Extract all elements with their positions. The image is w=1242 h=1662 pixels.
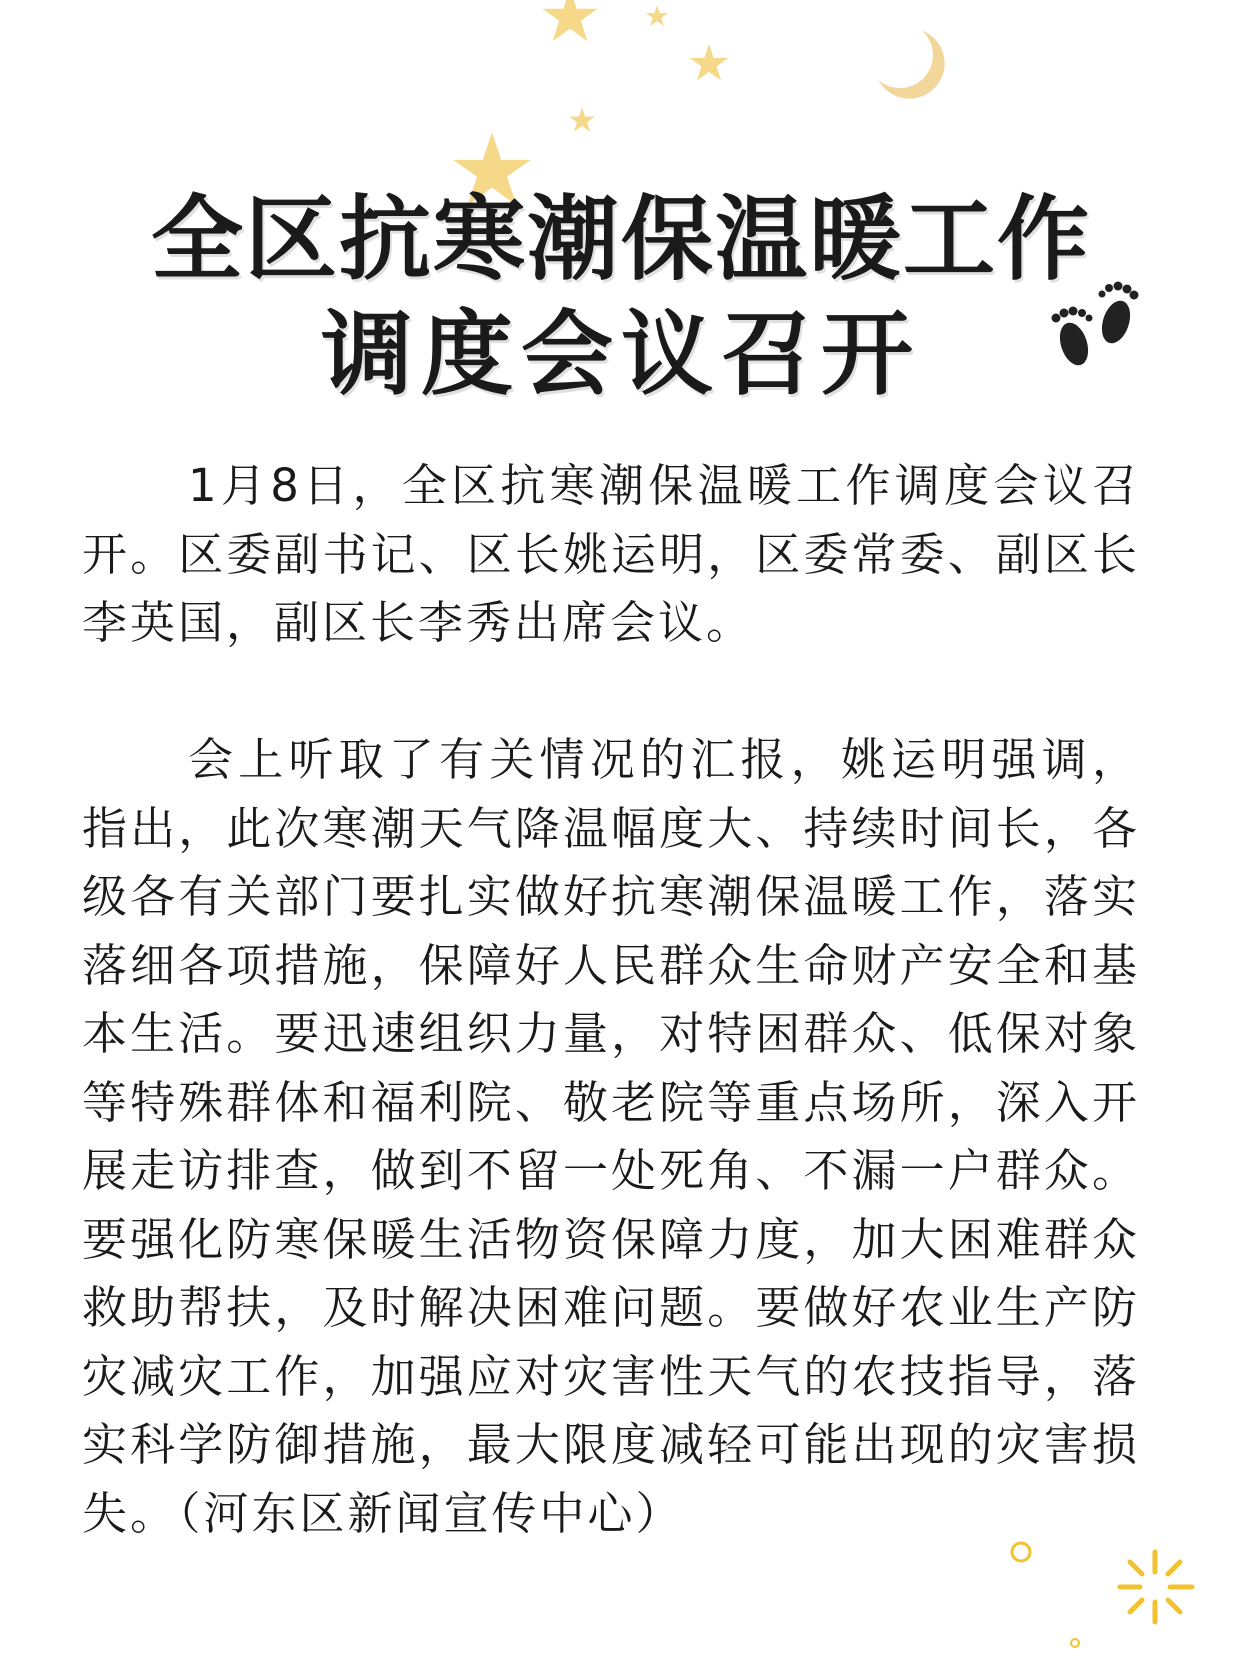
page-title-line-2: 调度会议召开 xyxy=(320,301,921,408)
star-icon xyxy=(645,4,669,28)
page-title-line-1: 全区抗寒潮保温暖工作 xyxy=(150,186,1091,293)
star-icon xyxy=(535,0,605,46)
sparkle-icon xyxy=(1080,1512,1230,1662)
dot-icon xyxy=(1006,1537,1036,1567)
star-icon xyxy=(568,106,596,134)
star-icon xyxy=(688,42,730,84)
body-paragraph: 会上听取了有关情况的汇报，姚运明强调，指出，此次寒潮天气降温幅度大、持续时间长，各级各有关部门要扎实做好抗寒潮保温暖工作，落实落细各项措施，保障好人民群众生命财产安全和基本生活。要迅速组织力量，对特困群众、低保对象等特殊群体和福利院、敬老院等重点场所，深入开展走访排查，做到不留一处死角、不漏一户群众。要强化防寒保暖生活物资保障力度，加大困难群众救助帮扶，及时解决困难问题。要做好农业生产防灾减灾工作，加强应对灾害性天气的农技指导，落实科学防御措施，最大限度减轻可能出现的灾害损失。（河东区新闻宣传中心） xyxy=(82,733,1140,1540)
dot-icon xyxy=(1069,1637,1081,1649)
moon-icon xyxy=(872,24,952,104)
body-paragraph: 1月8日，全区抗寒潮保温暖工作调度会议召开。区委副书记、区长姚运明，区委常委、副区长李英国，副区长李秀出席会议。 xyxy=(82,459,1140,649)
